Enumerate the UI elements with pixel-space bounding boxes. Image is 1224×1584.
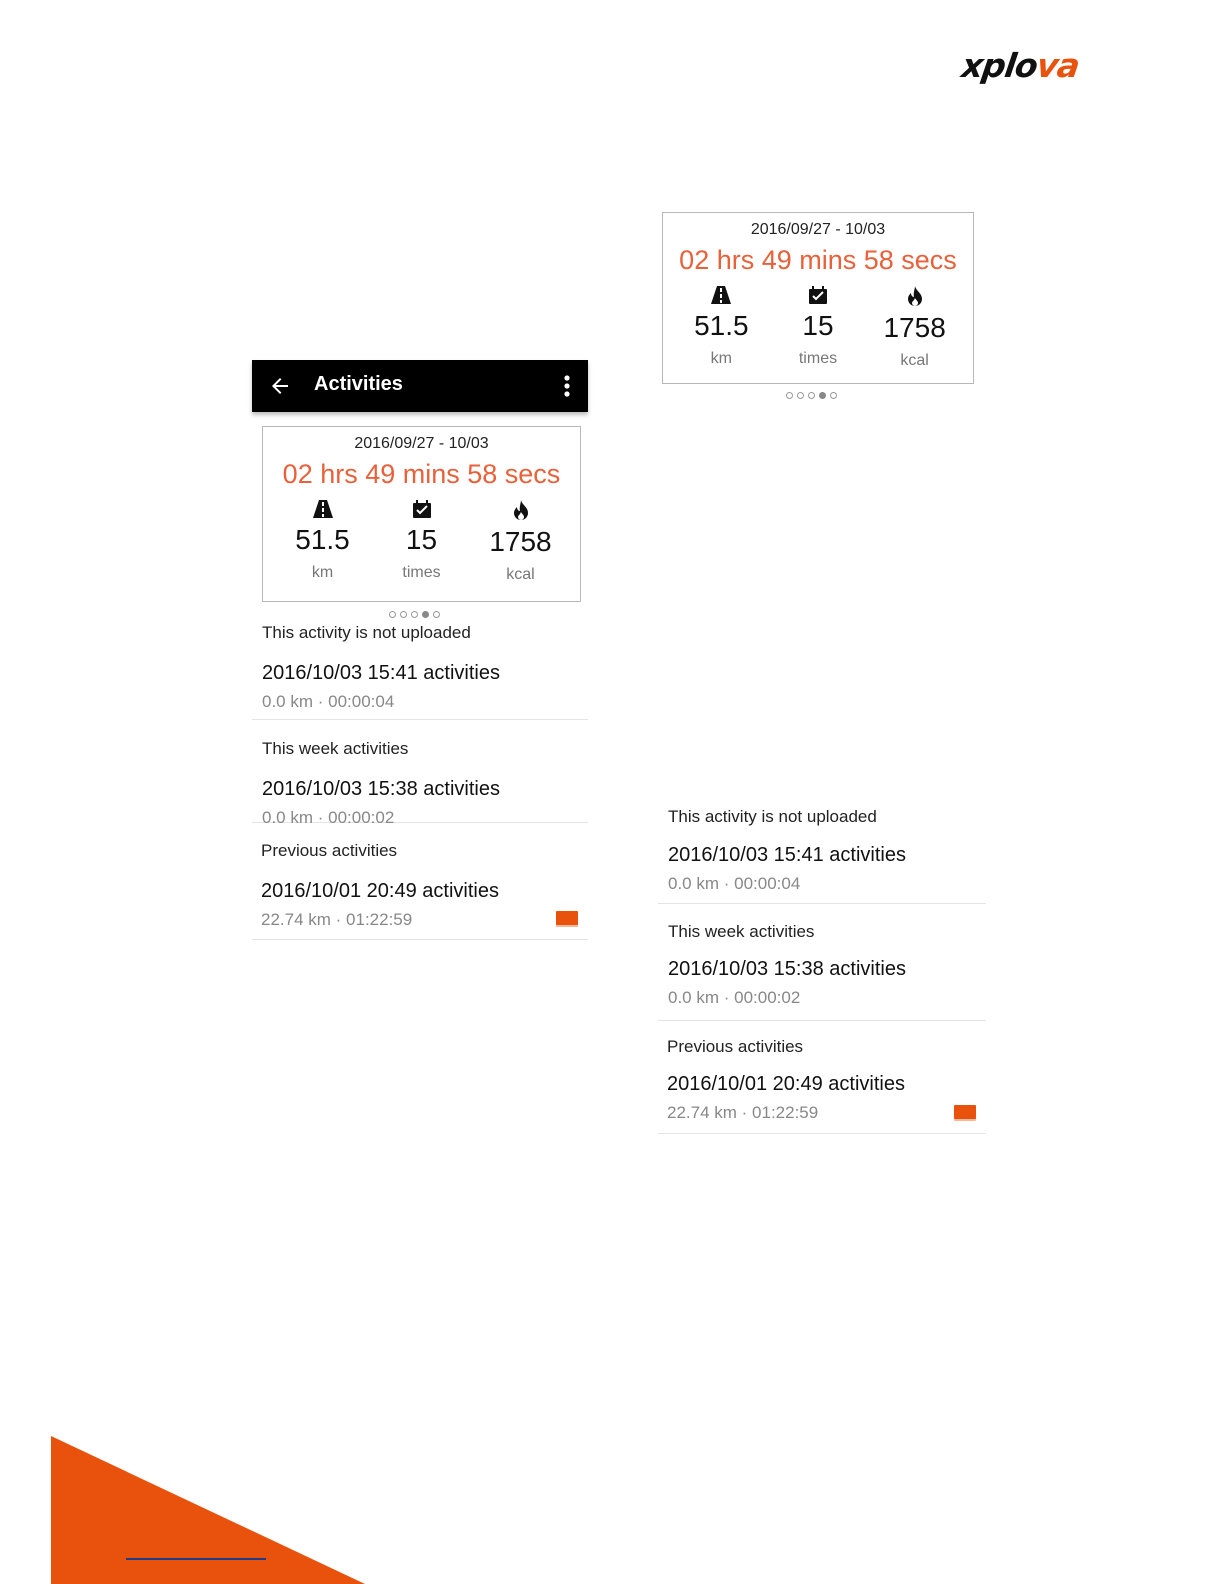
app-bar: [252, 360, 588, 412]
stat-distance: [676, 286, 766, 370]
date-range: 2016/09/27 - 10/03: [354, 435, 489, 452]
activity-summary: 22.74 km · 01:22:59: [667, 1103, 819, 1122]
activity-list-detail: [658, 807, 986, 1134]
upload-status-icon: [954, 1105, 976, 1119]
page-dot[interactable]: [830, 392, 837, 399]
stat-value: 1758: [883, 312, 946, 343]
road-icon: [313, 500, 333, 518]
activity-title: 2016/10/01 20:49 activities: [667, 1073, 905, 1095]
upload-status-icon: [556, 911, 578, 925]
more-vert-icon: [564, 374, 570, 398]
stat-unit: kcal: [900, 352, 929, 369]
section-header: This week activities: [262, 739, 409, 758]
stat-value: 1758: [489, 526, 552, 557]
page-dot[interactable]: [808, 392, 815, 399]
calendar-check-icon: [413, 500, 431, 518]
stat-value: 15: [802, 310, 834, 341]
list-item[interactable]: [252, 778, 588, 828]
flame-icon: [512, 500, 530, 520]
road-icon: [711, 286, 731, 304]
activity-title: 2016/10/03 15:38 activities: [668, 958, 906, 980]
total-duration: 02 hrs 49 mins 58 secs: [282, 459, 561, 489]
section-this-week: [252, 720, 588, 827]
page-indicator: [389, 611, 440, 618]
list-item[interactable]: [252, 880, 588, 930]
activity-list: [252, 623, 588, 940]
arrow-left-icon: [268, 374, 292, 398]
activity-summary: 0.0 km · 00:00:02: [262, 808, 395, 827]
footer-rule: [126, 1558, 266, 1560]
corner-decoration: [0, 1380, 380, 1584]
section-previous: [658, 1021, 986, 1134]
stat-distance: [278, 500, 368, 584]
list-item[interactable]: [658, 1073, 986, 1123]
list-item[interactable]: [658, 844, 986, 894]
section-header: Previous activities: [261, 841, 398, 860]
section-not-uploaded: [252, 623, 588, 720]
stat-calories: [870, 286, 960, 370]
activity-summary: 22.74 km · 01:22:59: [261, 910, 413, 929]
flame-icon: [906, 286, 924, 306]
section-header: This activity is not uploaded: [668, 807, 877, 826]
total-duration: 02 hrs 49 mins 58 secs: [679, 245, 957, 275]
activity-title: 2016/10/01 20:49 activities: [261, 880, 499, 902]
list-item[interactable]: [658, 958, 986, 1008]
stats-row: [263, 500, 580, 584]
stat-unit: times: [798, 350, 838, 367]
section-this-week: [658, 904, 986, 1021]
stat-value: 15: [405, 524, 438, 555]
page-dot[interactable]: [433, 611, 440, 618]
stat-unit: times: [402, 564, 441, 581]
page-dot-active[interactable]: [422, 611, 429, 618]
back-button[interactable]: [266, 372, 294, 400]
section-header: This activity is not uploaded: [262, 623, 471, 642]
activity-summary: 0.0 km · 00:00:04: [668, 874, 801, 893]
date-range: 2016/09/27 - 10/03: [750, 221, 886, 238]
section-header: This week activities: [668, 922, 815, 941]
section-not-uploaded: [658, 807, 986, 904]
page-dot[interactable]: [797, 392, 804, 399]
section-previous: [252, 823, 588, 940]
overflow-menu-button[interactable]: [558, 372, 576, 400]
stats-row: [663, 286, 973, 370]
activity-title: 2016/10/03 15:41 activities: [262, 662, 500, 684]
activity-title: 2016/10/03 15:41 activities: [668, 844, 906, 866]
list-item[interactable]: [252, 662, 588, 712]
section-header: Previous activities: [667, 1037, 804, 1056]
summary-card[interactable]: [262, 426, 581, 602]
activity-summary: 0.0 km · 00:00:02: [668, 988, 801, 1007]
summary-card-detail[interactable]: [662, 212, 974, 384]
page-dot[interactable]: [411, 611, 418, 618]
phone-screenshot: [252, 360, 588, 412]
page-indicator: [786, 392, 837, 399]
stat-count: [377, 500, 467, 584]
page-dot[interactable]: [389, 611, 396, 618]
logo-text-accent: va: [1034, 46, 1082, 85]
brand-logo: [959, 48, 1124, 84]
page-dot[interactable]: [400, 611, 407, 618]
page-title: Activities: [314, 373, 403, 395]
stat-calories: [476, 500, 566, 584]
page-dot-active[interactable]: [819, 392, 826, 399]
stat-unit: kcal: [506, 566, 535, 583]
stat-unit: km: [311, 564, 334, 581]
page-dot[interactable]: [786, 392, 793, 399]
stat-count: [773, 286, 863, 370]
calendar-check-icon: [809, 286, 827, 304]
logo-text-dark: xplo: [959, 46, 1040, 85]
stat-value: 51.5: [295, 524, 350, 555]
stat-value: 51.5: [694, 310, 749, 341]
activity-title: 2016/10/03 15:38 activities: [262, 778, 500, 800]
stat-unit: km: [710, 350, 732, 367]
activity-summary: 0.0 km · 00:00:04: [262, 692, 395, 711]
